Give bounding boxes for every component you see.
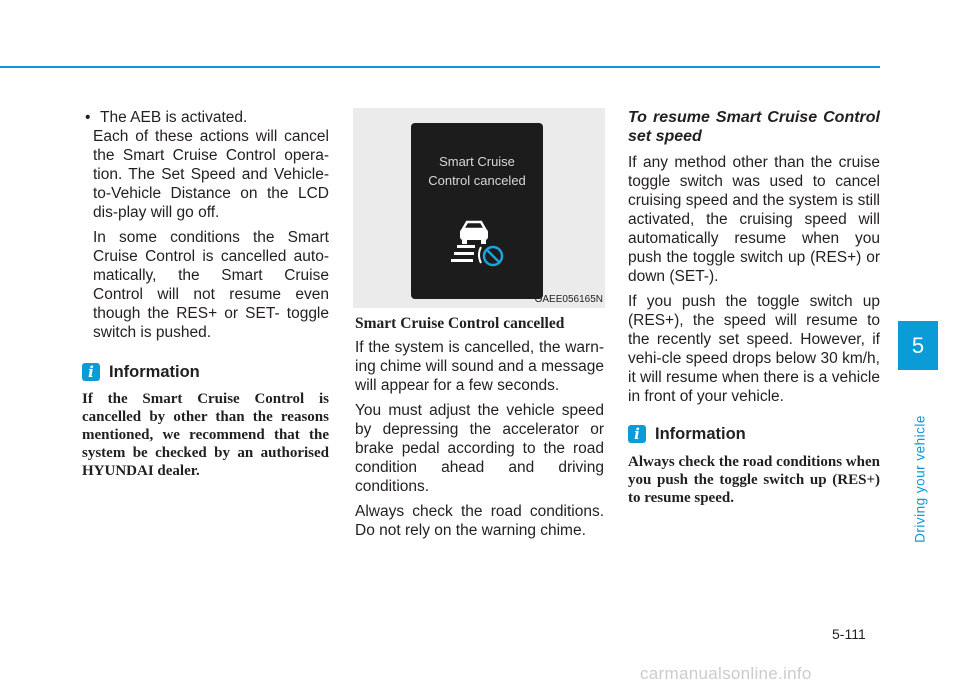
information-heading: [628, 422, 880, 446]
bullet-glyph: •: [85, 109, 91, 126]
body-paragraph: Always check the road conditions. Do not rely on the warning chime.: [355, 503, 604, 539]
information-title: Information: [655, 424, 746, 443]
bullet-item: [82, 108, 329, 127]
info-icon: i: [628, 425, 646, 443]
section-subheading: Smart Cruise Control cancelled: [355, 315, 565, 332]
cluster-figure: [353, 108, 605, 308]
chapter-tab: 5: [898, 321, 938, 370]
cluster-display: [411, 123, 543, 299]
bullet-text: The AEB is activated.: [100, 109, 248, 126]
chapter-label: Driving your vehicle: [912, 415, 928, 543]
display-message-line: Smart Cruise: [439, 154, 515, 169]
cruise-cancelled-icon: [451, 219, 511, 271]
information-heading: [82, 360, 329, 384]
body-paragraph: In some conditions the Smart Cruise Control is cancelled auto-matically, the Smart Cruise Control will not resume even though the RES+ or SET- toggle switch is pushed.: [93, 229, 329, 341]
body-paragraph: If the system is cancelled, the warn-ing chime will sound and a message will appear for a few seconds.: [355, 339, 604, 394]
info-icon: i: [82, 363, 100, 381]
information-text: If the Smart Cruise Control is cancelled by other than the reasons mentioned, we recommend that the system be checked by an authorised HYUNDAI dealer.: [82, 391, 329, 479]
column-left: [82, 108, 329, 480]
body-paragraph: You must adjust the vehicle speed by depressing the accelerator or brake pedal according to the road condition ahead and driving conditions.: [355, 402, 604, 495]
section-title: To resume Smart Cruise Control set speed: [628, 109, 880, 145]
page-number: 5-111: [832, 626, 866, 642]
body-paragraph: If you push the toggle switch up (RES+), the speed will resume to the recently set speed. However, if vehi-cle speed drops below 30 km/h, it will resume when there is a vehicle in front of your vehicle.: [628, 293, 880, 405]
column-right: [628, 108, 880, 507]
body-paragraph: If any method other than the cruise toggle switch was used to cancel cruising speed and the system is still activated, the cruising speed will automatically resume when you push the toggle switch up (RES+) or down (SET-).: [628, 154, 880, 285]
display-message-line: Control canceled: [428, 173, 526, 188]
header-rule: [0, 66, 880, 68]
information-text: Always check the road conditions when you push the toggle switch up (RES+) to resume speed.: [628, 454, 880, 506]
figure-code: OAEE056165N: [534, 294, 603, 305]
column-middle: [355, 108, 604, 540]
information-title: Information: [109, 362, 200, 381]
watermark: carmanualsonline.info: [640, 664, 812, 683]
body-paragraph: Each of these actions will cancel the Smart Cruise Control opera-tion. The Set Speed and Vehicle-to-Vehicle Distance on the LCD dis-play will go off.: [93, 128, 329, 221]
display-message: [411, 152, 543, 190]
